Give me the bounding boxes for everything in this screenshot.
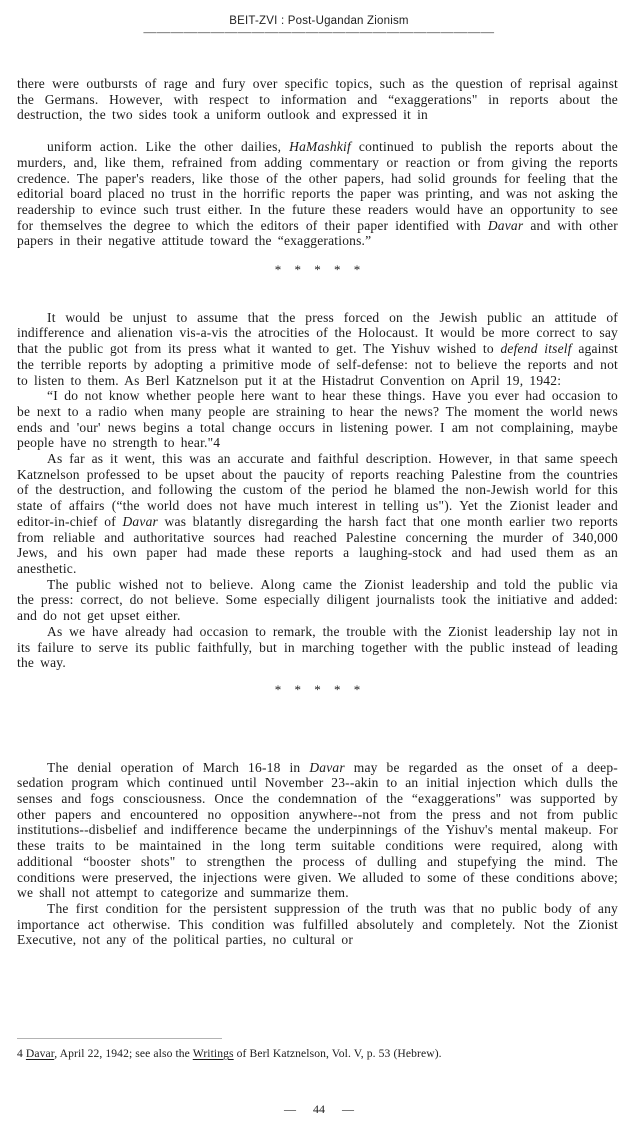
section-separator-1: * * * * * (274, 262, 361, 278)
body-text (17, 76, 618, 948)
section-separator-2: * * * * * (274, 681, 361, 697)
footnote-rule (17, 1038, 222, 1039)
paragraph-hamashkif: uniform action. Like the other dailies, HaMashkif continued to publish the reports about the murders, and, like them, refrained from adding commentary or reaction or from giving the reports credence. The paper's readers, like those of the other papers, had solid grounds for feeling that the editorial board placed no trust in the horrific reports the paper was printing, and was not asking the readership to evince such trust either. In the future these readers would have an opportunity to see for themselves the degree to which the editors of their paper identified with Davar and with other papers in their negative attitude toward the “exaggerations.” (17, 139, 619, 249)
page-footer (17, 1038, 618, 1061)
paragraph-first-condition: The first condition for the persistent suppression of the truth was that no public body of any importance act otherwise. This condition was fulfilled absolutely and completely. Not the Zionist Executive, not any of the political parties, no cultural or (17, 900, 618, 948)
paragraph-katznelson-quote: “I do not know whether people here want to hear these things. Have you ever had occasion to be next to a radio when many people are straining to hear the news? The moment the world news ends and 'our' news begins a total change occurs in listening power. I am not complaining, maybe people have no strength to hear."4 (17, 388, 618, 451)
running-head-title: BEIT-ZVI : Post-Ugandan Zionism (229, 15, 409, 27)
paragraph-as-we-have-remarked: As we have already had occasion to remark, the trouble with the Zionist leadership lay not in its failure to serve its public faithfully, but in marching together with the public instead of leading the way. (17, 623, 618, 671)
page-header (0, 0, 638, 36)
paragraph-unjust-to-assume: It would be unjust to assume that the press forced on the Jewish public an attitude of indifference and alienation vis-a-vis the atrocities of the Holocaust. It would be more correct to say that the public got from its press what it wanted to get. The Yishuv wished to defend itself against the terrible reports by adopting a primitive mode of self-defense: not to believe the reports and not to listen to them. As Berl Katznelson put it at the Histadrut Convention on April 19, 1942: (17, 309, 618, 388)
page-number: — 44 — (284, 1102, 354, 1116)
paragraph-as-far-as-it-went: As far as it went, this was an accurate and faithful description. However, in that same speech Katznelson professed to be upset about the paucity of reports reaching Palestine from the countries of the destruction, and following the custom of the period he blamed the non-Jewish world for this state of affairs (“the world does not have much interest in telling us"). Yet the Zionist leader and editor-in-chief of Davar was blatantly disregarding the harsh fact that one month earlier two reports from reliable and authoritative sources had reached Palestine concerning the murder of 340,000 Jews, and his own paper had made these reports a laughing-stock and had used them as an anesthetic. (17, 451, 618, 576)
footnote-4: 4 Davar, April 22, 1942; see also the Writings of Berl Katznelson, Vol. V, p. 53 (Hebrew). (17, 1047, 442, 1060)
paragraph-denial-operation: The denial operation of March 16-18 in Davar may be regarded as the onset of a deep-sedation program which continued until November 23--akin to an initial injection which dulls the senses and fogs consciousness. Once the condemnation of the “exaggerations" was supported by other papers and encountered no opposition anywhere--not from the press and not from public institutions--disbelief and indifference became the underpinnings of the Yishuv's mental makeup. For these traits to be maintained in the long term suitable conditions were required, along with additional “booster shots" to strengthen the process of dulling and stupefying the mind. The conditions were preserved, the injections were given. We alluded to some of these conditions above; we shall not attempt to categorize and summarize them. (17, 759, 618, 901)
header-rule: —————————————————————————— (143, 27, 495, 36)
paragraph-continuation: there were outbursts of rage and fury over specific topics, such as the question of reprisal against the Germans. However, with respect to information and “exaggerations" in reports about the destruction, the two sides took a uniform outlook and expressed it in (17, 76, 618, 123)
paragraph-public-wished: The public wished not to believe. Along came the Zionist leadership and told the public via the press: correct, do not believe. Some especially diligent journalists took the initiative and added: and do not get upset either. (17, 576, 618, 624)
